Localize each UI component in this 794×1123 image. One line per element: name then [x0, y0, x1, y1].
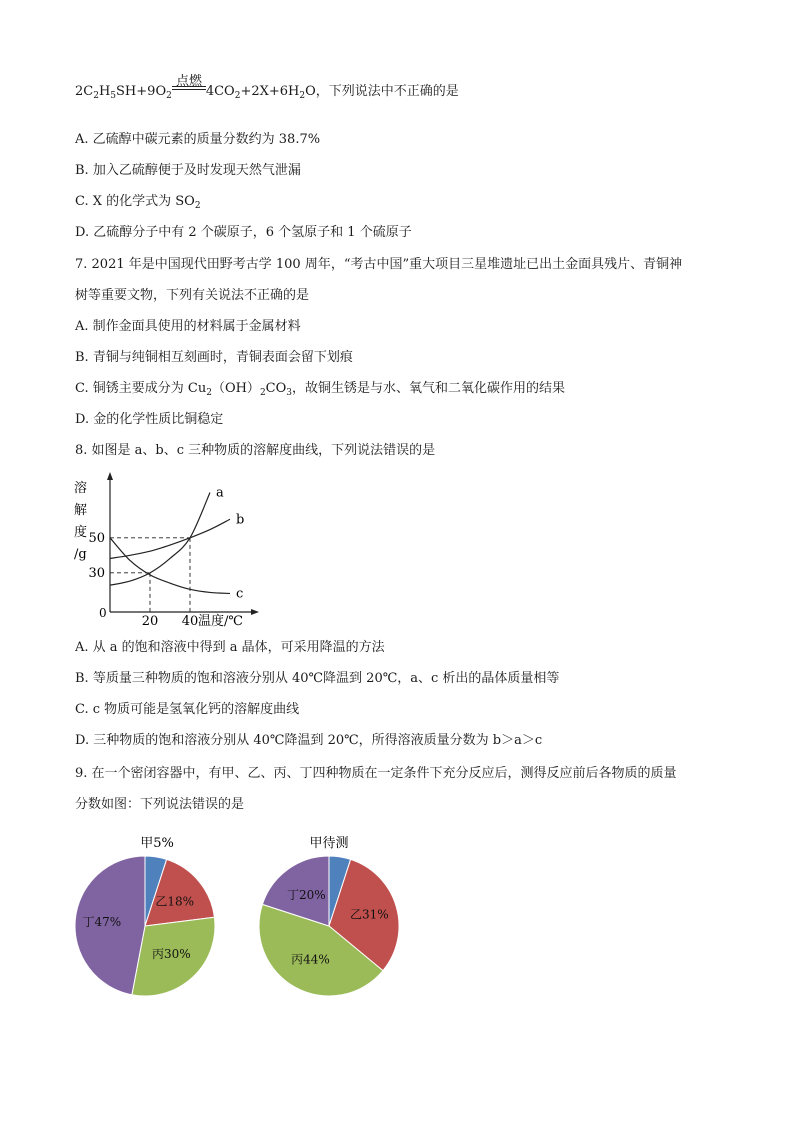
- x-tick-label: 40: [181, 614, 199, 629]
- pie-label-丁: 丁20%: [287, 887, 326, 902]
- pie-title: 甲待测: [309, 836, 349, 851]
- q9-stem-line1: 9. 在一个密闭容器中，有甲、乙、丙、丁四种物质在一定条件下充分反应后，测得反应前后各物质的质量: [75, 766, 677, 781]
- q9-stem-line2: 分数如图：下列说法错误的是: [75, 797, 245, 812]
- curve-label-c: c: [236, 586, 244, 602]
- origin-label: 0: [99, 606, 107, 620]
- curve-label-b: b: [236, 512, 245, 528]
- q6-option-a: A. 乙硫醇中碳元素的质量分数约为 38.7%: [75, 132, 321, 147]
- solubility-curve-chart: [68, 468, 268, 633]
- q7-stem-line2: 树等重要文物，下列有关说法不正确的是: [75, 288, 310, 303]
- y-axis-label: [74, 480, 87, 562]
- x-axis-arrow: [251, 609, 259, 615]
- pie-label-丙: 丙44%: [291, 952, 330, 967]
- pie-label-乙: 乙31%: [349, 907, 389, 922]
- q7-stem-line1: 7. 2021 年是中国现代田野考古学 100 周年，“考古中国”重大项目三星堆遗址已出土金面具残片、青铜神: [75, 257, 683, 272]
- y-axis-label-char: /g: [74, 547, 87, 562]
- curve-b: [110, 519, 230, 558]
- pie-label-丙: 丙30%: [152, 947, 191, 962]
- y-axis-label-char: 溶: [74, 481, 88, 496]
- y-axis-label-char: 度: [74, 525, 88, 540]
- q6-option-d: D. 乙硫醇分子中有 2 个碳原子，6 个氢原子和 1 个硫原子: [75, 225, 412, 240]
- x-tick-label: 20: [141, 614, 159, 629]
- q7-option-d: D. 金的化学性质比铜稳定: [75, 412, 224, 427]
- curve-c: [110, 538, 230, 594]
- q7-option-a: A. 制作金面具使用的材料属于金属材料: [75, 319, 301, 334]
- q6-option-c: C. X 的化学式为 $SO_2$: [75, 194, 201, 211]
- q8-option-b: B. 等质量三种物质的饱和溶液分别从 40℃降温到 20℃，a、c 析出的晶体质量相等: [75, 671, 560, 686]
- curves: [110, 485, 244, 601]
- x-axis-label: 温度/℃: [198, 614, 243, 629]
- pie-title: 甲5%: [140, 836, 174, 851]
- curve-label-a: a: [216, 485, 224, 501]
- curve-a: [110, 492, 210, 585]
- reaction-condition: 点燃: [175, 74, 202, 89]
- q6-option-b: B. 加入乙硫醇便于及时发现天然气泄漏: [75, 163, 301, 178]
- q8-stem: 8. 如图是 a、b、c 三种物质的溶解度曲线，下列说法错误的是: [75, 443, 436, 458]
- q7-option-c: C. 铜锈主要成分为 $Cu_2(OH)_2CO_3$，故铜生锈是与水、氧气和二氧化碳作用的结果: [75, 381, 566, 398]
- pie-label-丁: 丁47%: [82, 914, 122, 929]
- q8-option-c: C. c 物质可能是氢氧化钙的溶解度曲线: [75, 702, 300, 717]
- q7-option-b: B. 青铜与纯铜相互刻画时，青铜表面会留下划痕: [75, 350, 353, 365]
- pie-slices: [259, 856, 399, 996]
- y-tick-label: 50: [88, 530, 105, 546]
- y-axis-label-char: 解: [74, 503, 88, 518]
- pie-chart-before: [70, 830, 230, 1000]
- pie-chart-after: [252, 830, 412, 1000]
- reaction-equation: $2C_2H_5SH+9O_2$ $4CO_2+2X+6H_2O$，下列说法中不正确的是: [75, 84, 459, 101]
- pie-label-乙: 乙18%: [155, 894, 195, 909]
- y-tick-label: 30: [88, 565, 105, 581]
- q8-option-d: D. 三种物质的饱和溶液分别从 40℃降温到 20℃，所得溶液质量分数为 b＞a＞c: [75, 733, 543, 748]
- y-axis-arrow: [107, 472, 113, 480]
- q8-option-a: A. 从 a 的饱和溶液中得到 a 晶体，可采用降温的方法: [75, 640, 385, 655]
